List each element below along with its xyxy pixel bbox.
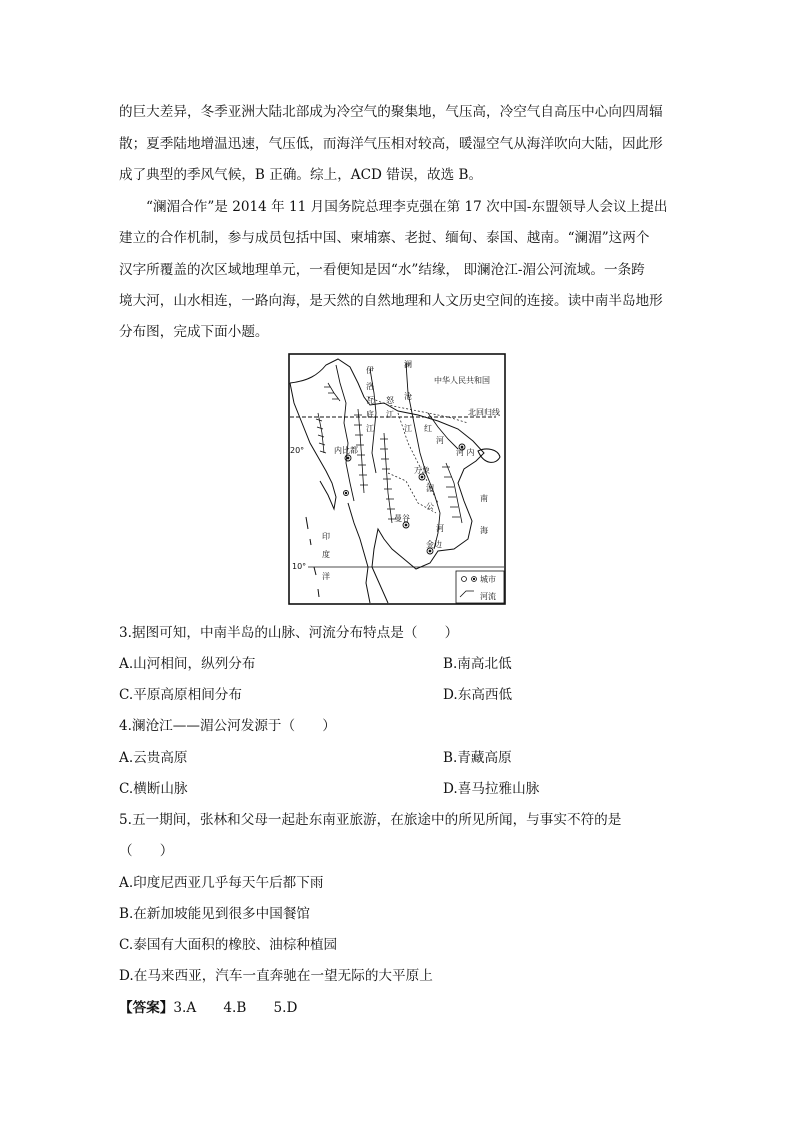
option-d: D.在马来西亚，汽车一直奔驰在一望无际的大平原上 — [119, 968, 433, 984]
option-d: D.喜马拉雅山脉 — [443, 781, 540, 797]
map-label-river-char: 澜 — [404, 360, 412, 369]
option-a: A.印度尼西亚几乎每天午后都下雨 — [119, 875, 324, 891]
option-c: C.平原高原相间分布 — [119, 687, 242, 703]
option-c: C.横断山脉 — [119, 781, 188, 797]
map-label-river-char: 河 — [436, 524, 444, 533]
option-b: B.青藏高原 — [443, 750, 512, 766]
map-label-phnompenh: 金边 — [426, 540, 442, 549]
map-label-bangkok: 曼谷 — [394, 514, 410, 523]
map-label-river-char: 伊 — [366, 366, 374, 375]
map-label-river-char: 洛 — [366, 382, 374, 391]
legend-river-label: 河流 — [480, 592, 496, 601]
map-label-lat20: 20° — [290, 446, 305, 455]
indochina-terrain-map — [288, 353, 506, 605]
map-label-river-char: 江 — [366, 424, 374, 433]
paragraph-line: 的巨大差异，冬季亚洲大陆北部成为冷空气的聚集地，气压高，冷空气自高压中心向四周辐 — [119, 104, 663, 120]
map-label-hanoi: 河 内 — [456, 448, 475, 457]
paragraph-line: 境大河，山水相连，一路向海，是天然的自然地理和人文历史空间的连接。读中南半岛地形 — [119, 293, 663, 309]
map-label-sea-char: 海 — [480, 526, 488, 535]
answer-label: 【答案】 — [119, 1000, 174, 1016]
map-label-river-char: 江 — [404, 424, 412, 433]
map-label-vientiane: 万象 — [414, 466, 430, 475]
map-label-river-char: 江 — [386, 410, 394, 419]
map-label-ocean-char: 洋 — [322, 572, 330, 581]
paragraph-line: 建立的合作机制，参与成员包括中国、柬埔寨、老挝、缅甸、泰国、越南。“澜湄”这两个 — [119, 230, 650, 246]
map-label-river-char: 湄 — [426, 484, 434, 493]
map-label-river-char: 底 — [366, 410, 374, 419]
option-a: A.山河相间，纵列分布 — [119, 656, 256, 672]
answer-text: 3.A 4.B 5.D — [173, 1000, 298, 1016]
paragraph-line: 分布图，完成下面小题。 — [119, 324, 269, 340]
map-label-river-char: 红 — [424, 424, 432, 433]
map-label-ocean-char: 度 — [322, 550, 330, 559]
option-a: A.云贵高原 — [119, 750, 188, 766]
paragraph-line: 散；夏季陆地增温迅速，气压低，而海洋气压相对较高，暖湿空气从海洋吹向大陆，因此形 — [119, 136, 663, 152]
paragraph-line: “澜湄合作”是 2014 年 11 月国务院总理李克强在第 17 次中国-东盟领导人会议上提出 — [146, 199, 668, 215]
map-label-river-char: 公 — [426, 502, 434, 511]
paragraph-line: 汉字所覆盖的次区域地理单元，一看便知是因“水”结缘， 即澜沧江-湄公河流域。一条跨 — [119, 262, 645, 278]
map-label-river-char: 沧 — [404, 392, 412, 401]
question-stem: 4.澜沧江——湄公河发源于（ ） — [119, 718, 336, 734]
answer-line — [119, 999, 297, 1017]
option-d: D.东高西低 — [443, 687, 513, 703]
option-b: B.南高北低 — [443, 656, 512, 672]
question-stem: 5.五一期间，张林和父母一起赴东南亚旅游，在旅途中的所见所闻，与事实不符的是 — [119, 812, 622, 828]
map-label-naypyidaw: 内比都 — [334, 446, 358, 455]
map-label-tropic: 北回归线 — [468, 408, 500, 417]
map-label-river-char: 瓦 — [366, 396, 374, 405]
option-b: B.在新加坡能见到很多中国餐馆 — [119, 906, 311, 922]
option-c: C.泰国有大面积的橡胶、油棕种植园 — [119, 937, 338, 953]
map-label-china: 中华人民共和国 — [434, 376, 490, 385]
legend-city-label: 城市 — [480, 575, 496, 584]
question-stem-paren: （ ） — [119, 843, 174, 859]
map-label-river-char: 河 — [436, 436, 444, 445]
map-label-lat10: 10° — [292, 562, 307, 571]
paragraph-line: 成了典型的季风气候，B 正确。综上，ACD 错误，故选 B。 — [119, 167, 483, 183]
map-label-ocean-char: 印 — [322, 532, 330, 541]
map-label-river-char: 怒 — [386, 396, 394, 405]
question-stem: 3.据图可知，中南半岛的山脉、河流分布特点是（ ） — [119, 625, 459, 641]
map-label-sea-char: 南 — [480, 494, 488, 503]
